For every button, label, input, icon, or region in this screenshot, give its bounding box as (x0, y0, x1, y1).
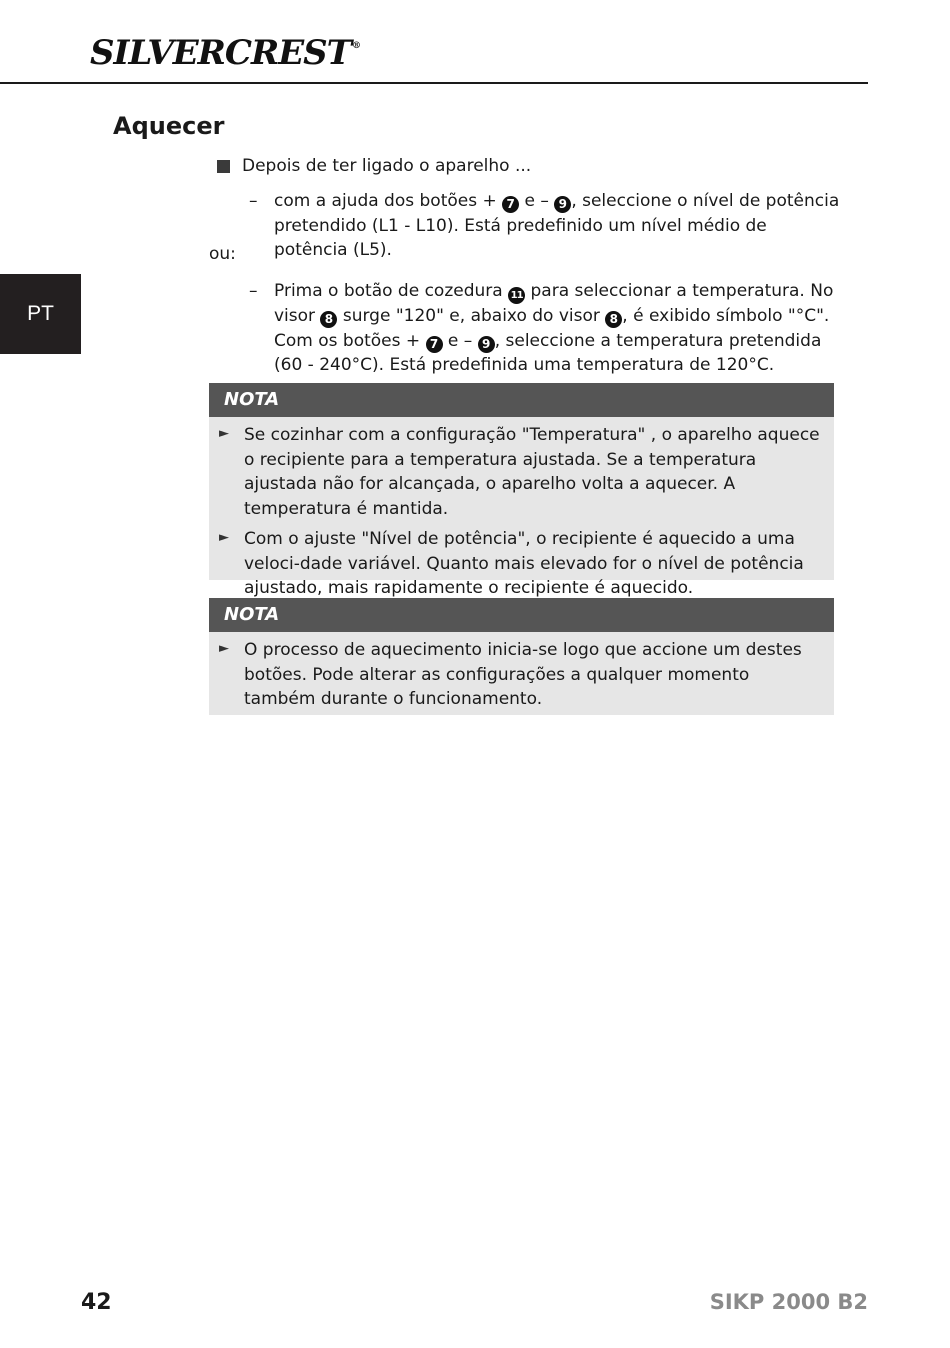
note-item: ► O processo de aquecimento inicia-se logo que accione um destes botões. Pode alterar as configurações a qualquer momento também durante o funcionamento. (209, 638, 834, 712)
bullet-text: Depois de ter ligado o aparelho ... (242, 156, 532, 176)
note-item: ► Se cozinhar com a configuração "Temperatura" , o aparelho aquece o recipiente para a temperatura ajustada. Se a temperatura ajustada não for alcançada, o aparelho volta a aquecer. A temperatura é mantida. (209, 423, 834, 521)
circled-number-icon: 11 (508, 287, 525, 304)
note-box (209, 383, 834, 598)
registered-mark: ® (351, 40, 360, 51)
circled-number-icon: 7 (426, 336, 443, 353)
section-title: Aquecer (113, 112, 225, 140)
square-bullet-icon (217, 160, 230, 173)
page-number: 42 (81, 1290, 112, 1315)
circled-number-icon: 9 (554, 196, 571, 213)
circled-number-icon: 8 (320, 311, 337, 328)
language-tab: PT (0, 274, 81, 354)
dash-marker: – (249, 281, 258, 301)
brand-logo: SILVERCREST® (90, 33, 360, 73)
note-box (209, 598, 834, 715)
step-1-text: com a ajuda dos botões + 7 e – 9 , seleccione o nível de potência pretendido (L1 - L10). Está predefinido um nível médio de potência (L5). (274, 191, 840, 260)
model-number: SIKP 2000 B2 (709, 1290, 868, 1314)
circled-number-icon: 8 (605, 311, 622, 328)
note-item: ► Com o ajuste "Nível de potência", o recipiente é aquecido a uma veloci-dade variável. Quanto mais elevado for o nível de potência ajustado, mais rapidamente o recipiente é aquecido. (209, 527, 834, 601)
triangle-arrow-icon: ► (219, 641, 229, 656)
triangle-arrow-icon: ► (219, 530, 229, 545)
header-divider (0, 82, 868, 84)
circled-number-icon: 9 (478, 336, 495, 353)
circled-number-icon: 7 (502, 196, 519, 213)
step-2-text: Prima o botão de cozedura 11 para seleccionar a temperatura. No visor 8 surge "120" e, abaixo do visor 8 , é exibido símbolo "°C". Com os botões + 7 e – 9 , seleccione a temperatura pretendida (60 - 240°C). Está predefinida uma temperatura de 120°C. (274, 281, 834, 375)
or-label: ou: (209, 244, 236, 264)
note-heading: NOTA (209, 383, 834, 417)
triangle-arrow-icon: ► (219, 426, 229, 441)
dash-marker: – (249, 191, 258, 211)
note-heading: NOTA (209, 598, 834, 632)
